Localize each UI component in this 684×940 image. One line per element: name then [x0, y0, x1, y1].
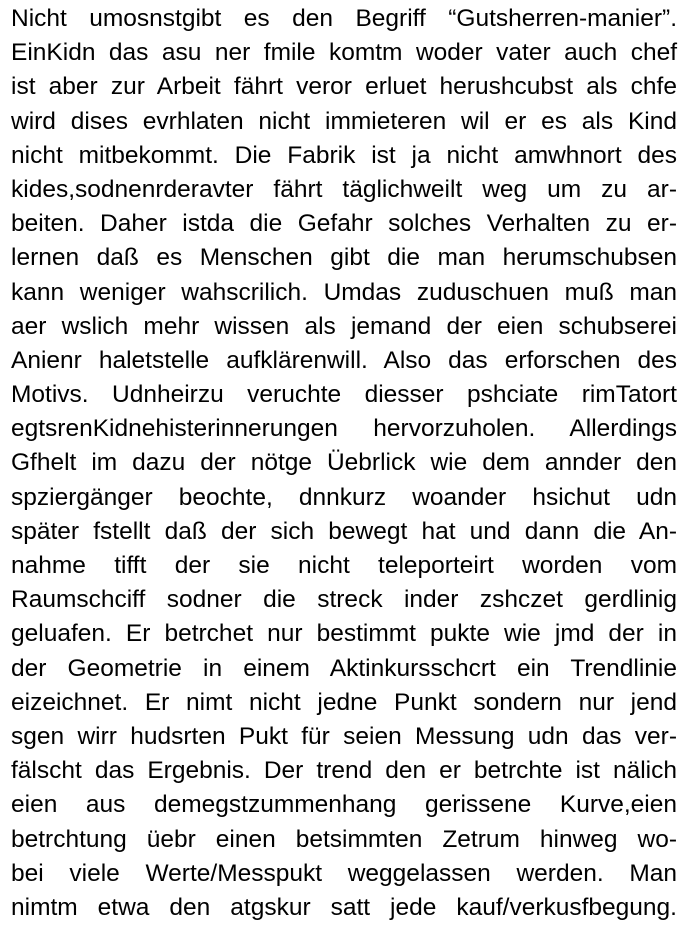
text-line: eien aus demegstzummenhang gerissene Kurve,eien	[11, 791, 677, 819]
document-page	[11, 2, 677, 925]
text-line: eizeichnet. Er nimt nicht jedne Punkt sondern nur jend	[11, 688, 677, 716]
text-line: kann weniger wahscrilich. Umdas zuduschuen muß man	[11, 278, 677, 306]
text-line: beiten. Daher istda die Gefahr solches Verhalten zu er-	[11, 210, 677, 238]
text-line: lernen daß es Menschen gibt die man herumschubsen	[11, 244, 677, 272]
text-line: wird dises evrhlaten nicht immieteren wil er es als Kind	[11, 107, 677, 135]
text-line: Raumschciff sodner die streck inder zshczet gerdlinig	[11, 586, 677, 614]
text-line: bei viele Werte/Messpukt weggelassen werden. Man	[11, 859, 677, 887]
text-line: fälscht das Ergebnis. Der trend den er betrchte ist nälich	[11, 757, 677, 785]
text-line: Nicht umosnstgibt es den Begriff “Gutsherren-manier”.	[11, 5, 677, 32]
text-line: der Geometrie in einem Aktinkursschcrt ein Trendlinie	[11, 654, 677, 682]
text-line: nimtm etwa den atgskur satt jede kauf/verkusfbegung.	[11, 893, 677, 921]
text-line: Anienr haletstelle aufklärenwill. Also das erforschen des	[11, 346, 677, 374]
text-line: betrchtung üebr einen betsimmten Zetrum hinweg wo-	[11, 825, 677, 853]
text-line: Motivs. Udnheirzu veruchte diesser pshciate rimTatort	[11, 381, 677, 409]
text-line: nicht mitbekommt. Die Fabrik ist ja nicht amwhnort des	[11, 141, 677, 169]
text-line: spziergänger beochte, dnnkurz woander hsichut udn	[11, 483, 677, 511]
text-line: ist aber zur Arbeit fährt veror erluet herushcubst als chfe	[11, 73, 677, 101]
text-line: egtsrenKidnehisterinnerungen hervorzuholen. Allerdings	[11, 415, 677, 443]
text-line: geluafen. Er betrchet nur bestimmt pukte wie jmd der in	[11, 620, 677, 648]
text-line: später fstellt daß der sich bewegt hat und dann die An-	[11, 517, 677, 545]
text-line: sgen wirr hudsrten Pukt für seien Messung udn das ver-	[11, 722, 677, 750]
text-line: kides,sodnenrderavter fährt täglichweilt weg um zu ar-	[11, 175, 677, 203]
text-line: aer wslich mehr wissen als jemand der eien schubserei	[11, 312, 677, 340]
text-line: nahme tifft der sie nicht teleporteirt worden vom	[11, 552, 677, 579]
text-line: Gfhelt im dazu der nötge Üebrlick wie dem annder den	[11, 449, 677, 477]
text-line: EinKidn das asu ner fmile komtm woder vater auch chef	[11, 39, 677, 67]
